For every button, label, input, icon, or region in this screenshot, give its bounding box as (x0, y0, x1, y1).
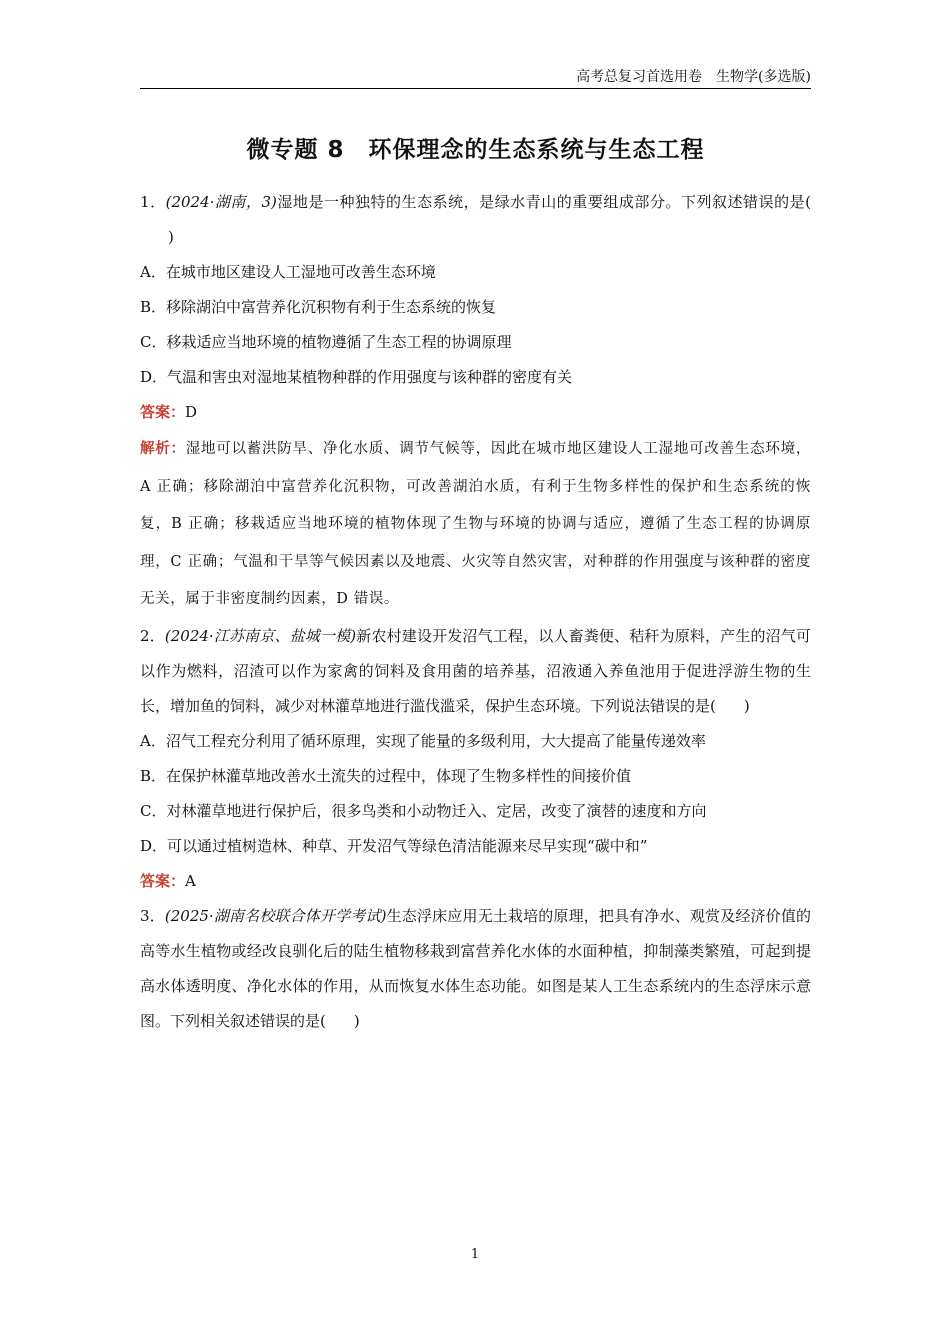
question-2-stem-end: ) (743, 696, 750, 715)
answer-value: A (185, 871, 196, 890)
question-2-option-a: A．沼气工程充分利用了循环原理，实现了能量的多级利用，大大提高了能量传递效率 (140, 731, 706, 750)
question-2-number: 2． (140, 626, 165, 645)
header-rule (140, 88, 811, 89)
question-2-source: (2024·江苏南京、盐城一模) (164, 626, 357, 645)
page-title: 微专题 8 环保理念的生态系统与生态工程 (246, 137, 705, 163)
document-body (140, 185, 811, 1039)
question-1-option-b: B．移除湖泊中富营养化沉积物有利于生态系统的恢复 (140, 298, 497, 316)
question-1-option-c: C．移栽适应当地环境的植物遵循了生态工程的协调原理 (140, 333, 512, 351)
question-3-stem (140, 899, 811, 1039)
analysis-label: 解析： (140, 440, 186, 457)
question-2-stem (140, 619, 811, 724)
question-1-stem (140, 185, 811, 255)
question-2-option-b: B．在保护林灌草地改善水土流失的过程中，体现了生物多样性的间接价值 (140, 766, 632, 785)
question-1-stem-end: ) (168, 228, 174, 246)
question-2-text: 新农村建设开发沼气工程，以人畜粪便、秸秆为原料，产生的沼气可以作为燃料，沼渣可以作为家禽的饲料及食用菌的培养基，沼液通入养鱼池用于促进浮游生物的生长，增加鱼的饲料，减少对林灌草地进行滥伐滥采，保护生态环境。下列说法错误的是( (140, 626, 811, 715)
answer-label: 答案： (140, 403, 186, 421)
question-2-option-d: D．可以通过植树造林、种草、开发沼气等绿色清洁能源来尽早实现“碳中和” (140, 836, 648, 855)
question-1-option-a: A．在城市地区建设人工湿地可改善生态环境 (140, 263, 436, 281)
analysis-text: 湿地可以蓄洪防旱、净化水质、调节气候等，因此在城市地区建设人工湿地可改善生态环境，A 正确；移除湖泊中富营养化沉积物，可改善湖泊水质，有利于生物多样性的保护和生态系统的恢复，B 正确；移栽适应当地环境的植物体现了生物与环境的协调与适应，遵循了生态工程的协调原理，C 正确；气温和干旱等气候因素以及地震、火灾等自然灾害，对种群的作用强度与该种群的密度无关，属于非密度制约因素，D 错误。 (140, 441, 811, 607)
question-1-source: (2024·湖南，3) (165, 193, 277, 211)
question-1-text: 湿地是一种独特的生态系统，是绿水青山的重要组成部分。下列叙述错误的是( (276, 193, 811, 211)
answer-value: D (185, 403, 198, 421)
question-3-stem-end: ) (353, 1011, 360, 1030)
question-1-answer (140, 395, 811, 430)
question-1-option-d: D．气温和害虫对湿地某植物种群的作用强度与该种群的密度有关 (140, 368, 573, 386)
running-header: 高考总复习首选用卷 生物学(多选版) (576, 69, 811, 85)
answer-label: 答案： (140, 871, 186, 890)
page-number: 1 (470, 1247, 480, 1262)
question-3-source: (2025·湖南名校联合体开学考试) (164, 906, 387, 925)
question-1-analysis (140, 430, 811, 619)
question-3-number: 3． (140, 906, 165, 925)
question-2-answer (140, 864, 811, 899)
question-1-number: 1． (140, 193, 166, 211)
question-2-option-c: C．对林灌草地进行保护后，很多鸟类和小动物迁入、定居，改变了演替的速度和方向 (140, 801, 707, 820)
question-3-text: 生态浮床应用无土栽培的原理，把具有净水、观赏及经济价值的高等水生植物或经改良驯化后的陆生植物移栽到富营养化水体的水面种植，抑制藻类繁殖，可起到提高水体透明度、净化水体的作用，从而恢复水体生态功能。如图是某人工生态系统内的生态浮床示意图。下列相关叙述错误的是( (140, 906, 811, 1030)
